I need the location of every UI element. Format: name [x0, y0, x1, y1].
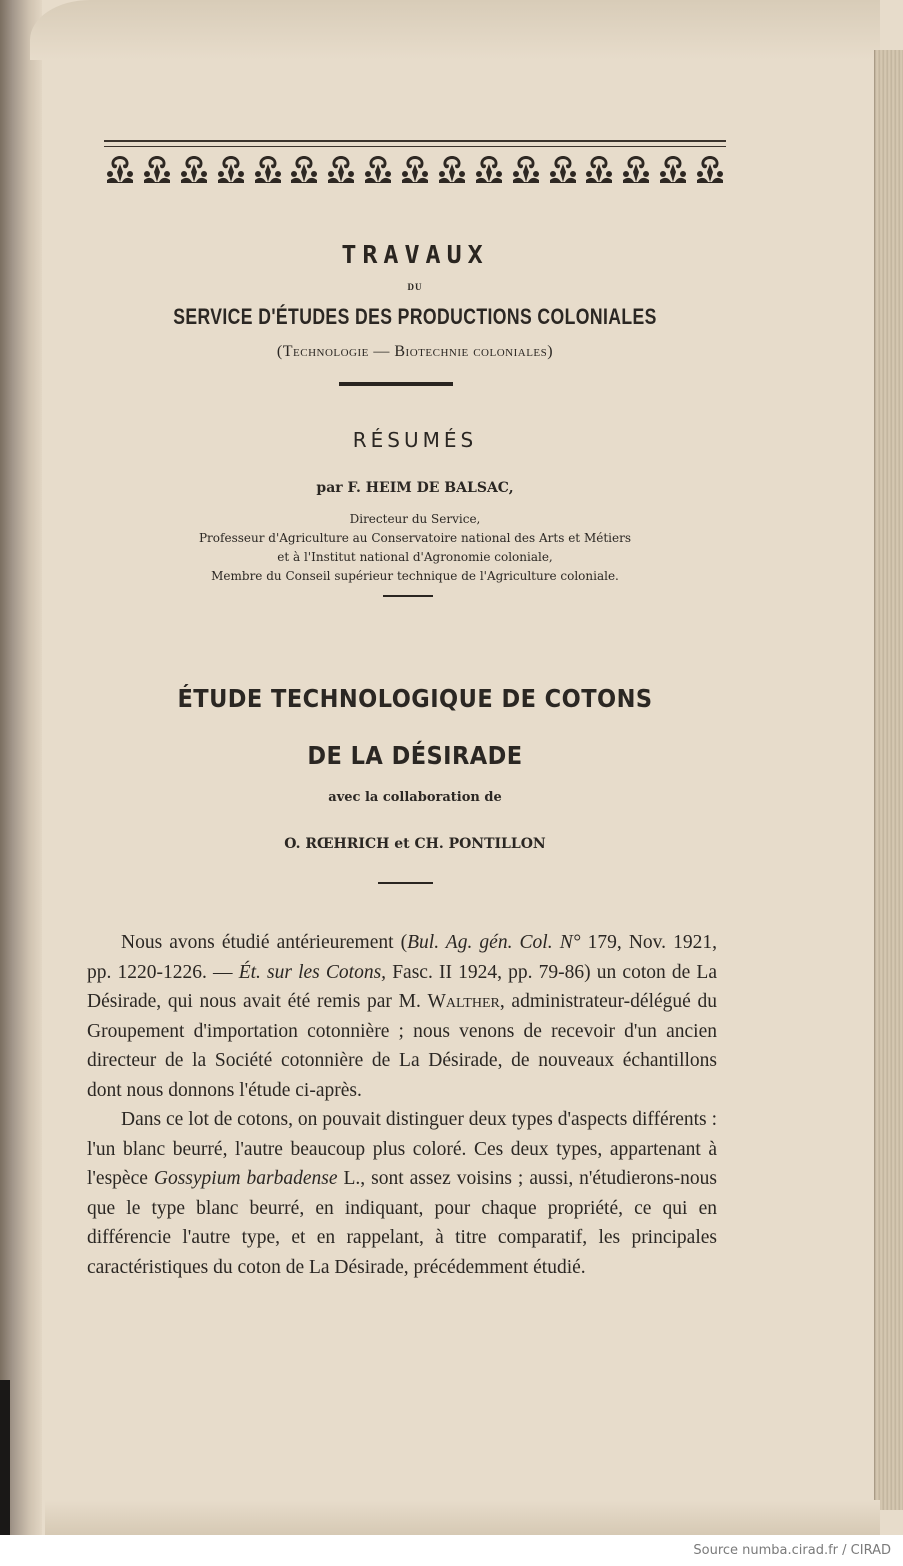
- collaboration-line: avec la collaboration de: [328, 790, 502, 805]
- ornament-motif-icon: [547, 152, 579, 186]
- divider-2: [383, 595, 433, 597]
- page-top-curve: [30, 0, 880, 60]
- series-du: DU: [407, 282, 423, 292]
- study-title-line: DE LA DÉSIRADE: [307, 741, 523, 770]
- binding-shadow: [0, 1380, 10, 1535]
- paragraph-1: [87, 928, 717, 1105]
- text-run: L., sont assez voisins ; aussi, n'étudierons-nous que le type blanc beurré, en indiquant, pour chaque propriété, ce qui en différencie l'autre type, et en rappelant, à titre comparatif, les principales caractéristiques du coton de La Désirade, précédemment étudié.: [87, 1168, 717, 1278]
- ornament-motif-icon: [178, 152, 210, 186]
- divider-1: [339, 382, 453, 386]
- ornament-motif-icon: [362, 152, 394, 186]
- text-run: Fasc. II 1924, pp. 79-86) un coton de La Désirade, qui nous avait été remis par M.: [87, 961, 718, 1012]
- text-run: Nous avons étudié antérieurement (: [121, 932, 408, 953]
- series-title: TRAVAUX: [341, 240, 489, 269]
- page-edges: [874, 50, 903, 1510]
- ornament-motif-icon: [325, 152, 357, 186]
- ornament-motif-icon: [215, 152, 247, 186]
- top-rule: [104, 140, 726, 142]
- study-title-line: ÉTUDE TECHNOLOGIQUE DE COTONS: [177, 684, 653, 713]
- affiliation-line: et à l'Institut national d'Agronomie coloniale,: [277, 550, 553, 564]
- ornament-motif-icon: [104, 152, 136, 186]
- affiliation-line: Membre du Conseil supérieur technique de l'Agriculture coloniale.: [211, 569, 619, 583]
- co-authors: O. RŒHRICH et CH. PONTILLON: [284, 836, 546, 852]
- paragraph-2: [87, 1105, 717, 1282]
- ornament-motif-icon: [473, 152, 505, 186]
- body-text: [87, 928, 717, 1282]
- text-run: , administrateur-délégué du Groupement d'importation cotonnière ; nous venons de recevoir d'un ancien directeur de la Société cotonnière de La Désirade, de nouveaux échantillons dont nous donnons l'étude ci-après.: [87, 991, 717, 1101]
- species-name: Gossypium barbadense: [153, 1168, 338, 1189]
- ornament-motif-icon: [620, 152, 652, 186]
- ornament-motif-icon: [399, 152, 431, 186]
- book-gutter: [0, 0, 42, 1535]
- page-bottom: [45, 1500, 880, 1535]
- service-title: SERVICE D'ÉTUDES DES PRODUCTIONS COLONIALES: [173, 304, 657, 329]
- citation: Ét. sur les Cotons,: [238, 961, 387, 983]
- ornament-motif-icon: [252, 152, 284, 186]
- top-rule-thin: [104, 146, 726, 147]
- ornament-motif-icon: [657, 152, 689, 186]
- ornament-motif-icon: [694, 152, 726, 186]
- person-name: Walther: [427, 991, 500, 1012]
- author-line: par F. HEIM DE BALSAC,: [316, 480, 514, 496]
- study-title: [42, 670, 789, 784]
- affiliation-line: Directeur du Service,: [349, 512, 481, 526]
- service-subtitle: (Technologie — Biotechnie coloniales): [276, 343, 554, 360]
- text-run: Dans ce lot de cotons, on pouvait distinguer deux types d'aspects différents : l'un blanc beurré, l'autre beaucoup plus coloré. Ces deux types, appartenant à l'espèce: [87, 1109, 717, 1189]
- citation: Bul. Ag. gén. Col. N°: [407, 932, 581, 953]
- author-affiliation: [0, 510, 830, 586]
- resumes-heading: RÉSUMÉS: [352, 428, 478, 452]
- ornament-motif-icon: [288, 152, 320, 186]
- affiliation-line: Professeur d'Agriculture au Conservatoire national des Arts et Métiers: [198, 531, 631, 545]
- divider-3: [378, 882, 433, 884]
- text-run: 179, Nov. 1921, pp. 1220-1226. —: [87, 932, 717, 983]
- source-credit: Source numba.cirad.fr / CIRAD: [693, 1543, 891, 1558]
- ornament-motif-icon: [583, 152, 615, 186]
- ornamental-band: [104, 150, 726, 188]
- ornament-motif-icon: [141, 152, 173, 186]
- ornament-motif-icon: [510, 152, 542, 186]
- ornament-motif-icon: [436, 152, 468, 186]
